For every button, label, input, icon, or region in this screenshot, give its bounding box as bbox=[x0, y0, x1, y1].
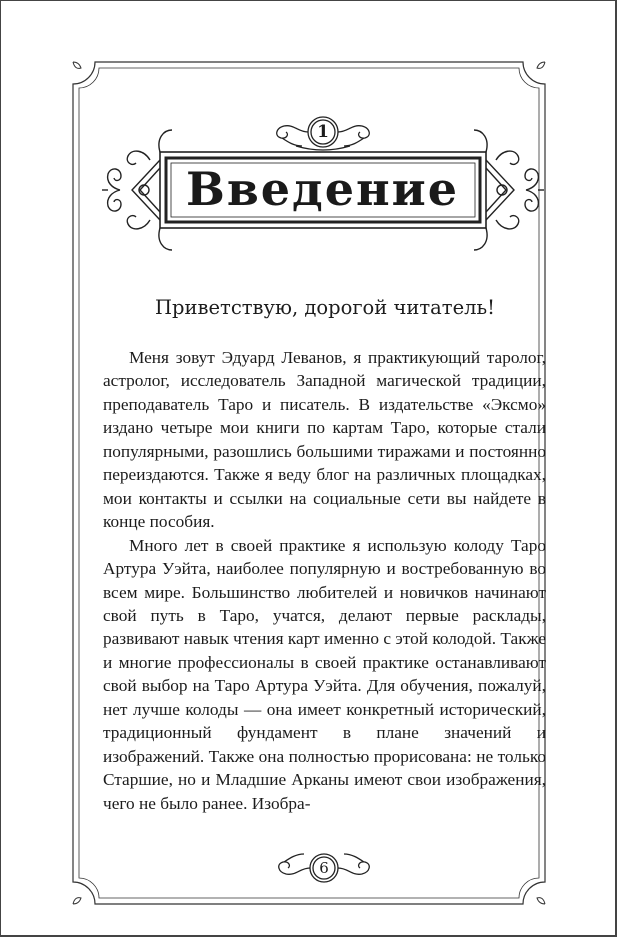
chapter-number: 1 bbox=[317, 122, 329, 142]
body-text bbox=[103, 346, 546, 815]
paragraph: Много лет в своей практике я использую колоду Таро Артура Уэйта, наиболее популярную и востребованную во всем мире. Большинство любителей и новичков начинают свой путь в Таро, учатся, делают первые расклады, развивают навык чтения карт именно с этой колодой. Также и многие профессионалы в своей практике останавливают свой выбор на Таро Артура Уэйта. Для обучения, пожалуй, нет лучше колоды — она имеет конкретный исторический, традиционный фундамент в плане значений и изображений. Также она полностью прорисована: не только Старшие, но и Младшие Арканы имеют свои изображения, чего не было ранее. Изобра- bbox=[103, 535, 546, 813]
page-number: 6 bbox=[319, 859, 329, 877]
greeting-heading: Приветствую, дорогой читатель! bbox=[155, 296, 495, 319]
chapter-title: Введение bbox=[185, 162, 460, 216]
paragraph: Меня зовут Эдуард Леванов, я практикующий таролог, астролог, исследователь Западной магической традиции, преподаватель Таро и писатель. В издательстве «Эксмо» издано четыре мои книги по картам Таро, которые стали популярными, разошлись большими тиражами и постоянно переиздаются. Также я веду блог на различных площадках, мои контакты и ссылки на социальные сети вы найдете в конце пособия. bbox=[103, 348, 546, 532]
